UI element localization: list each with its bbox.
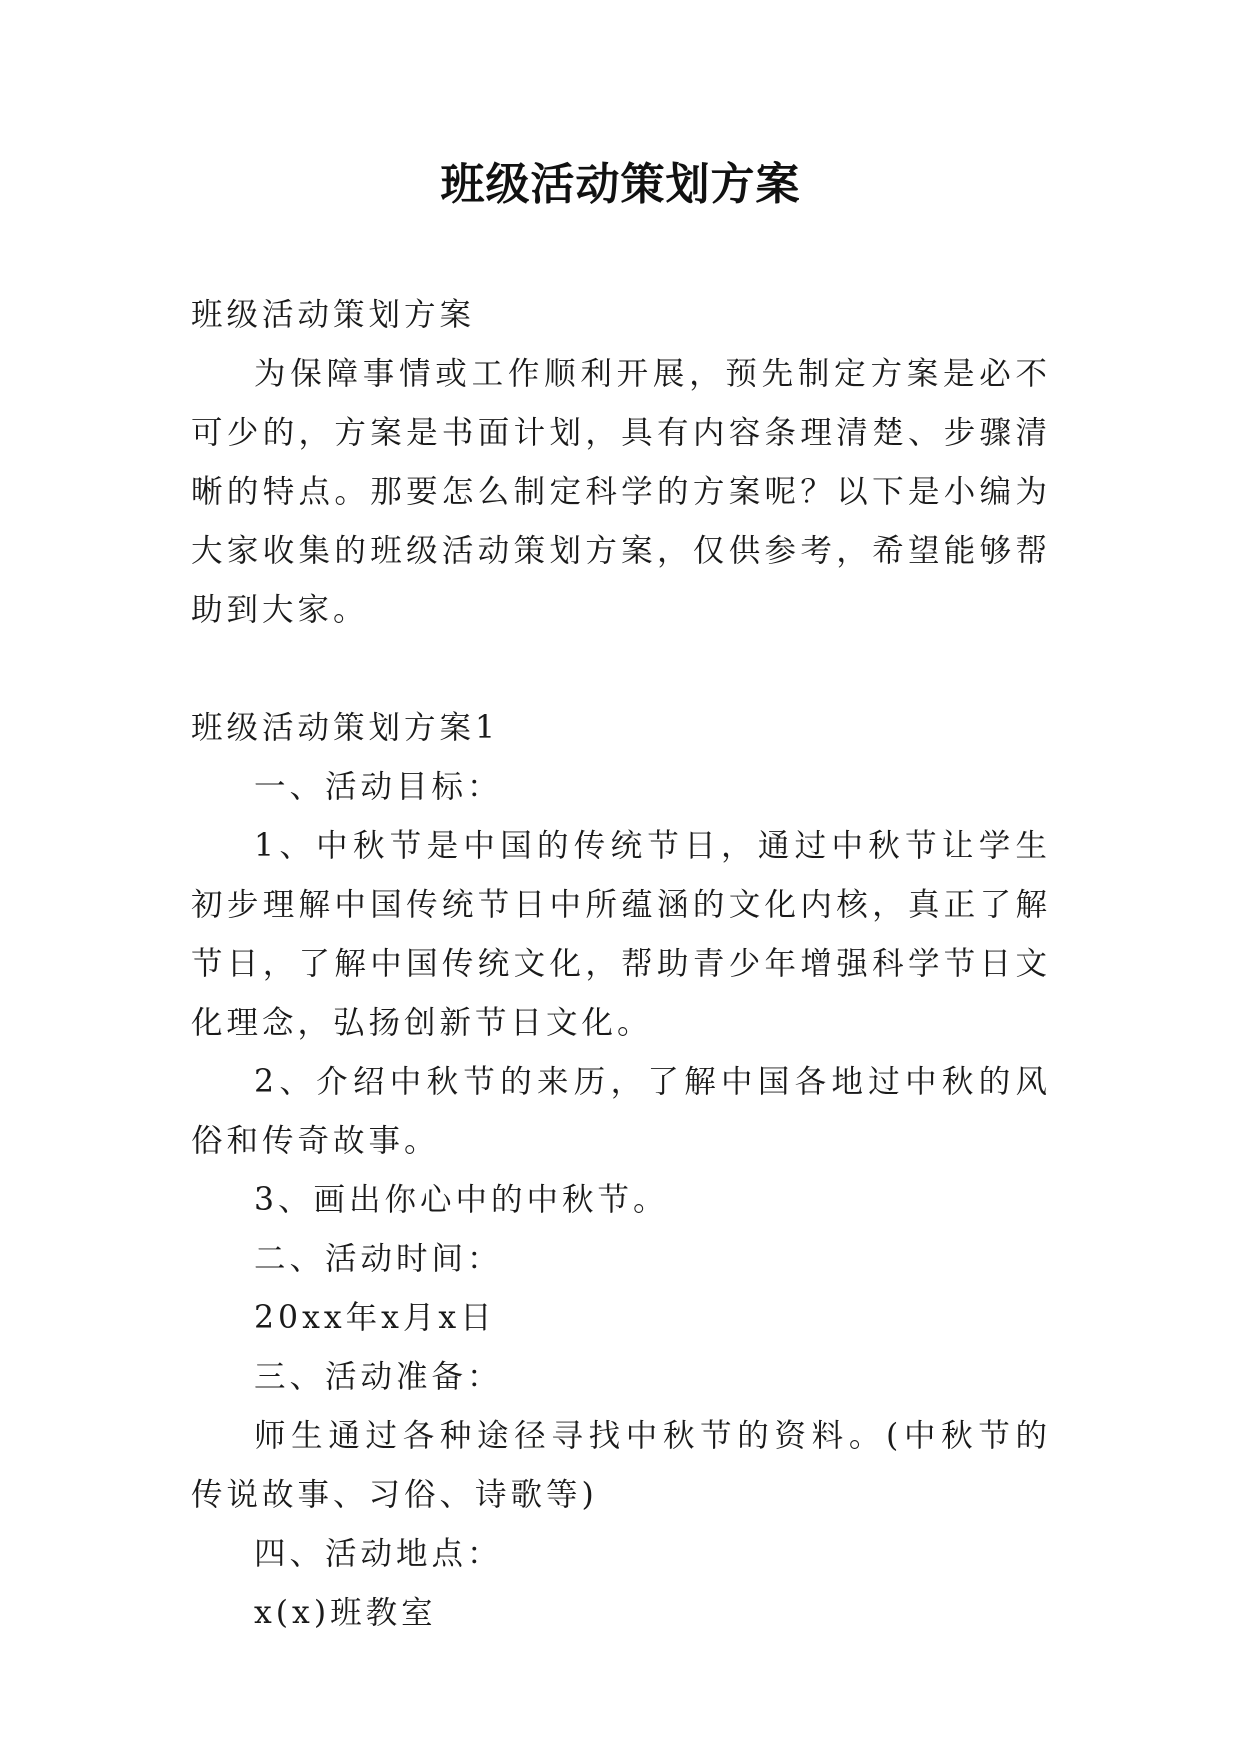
section-title: 班级活动策划方案1 — [191, 710, 500, 746]
prep-heading: 三、活动准备： — [254, 1359, 503, 1395]
intro-paragraph: 为保障事情或工作顺利开展，预先制定方案是必不可少的，方案是书面计划，具有内容条理清楚、步骤清晰的特点。那要怎么制定科学的方案呢？以下是小编为大家收集的班级活动策划方案，仅供参考，希望能够帮助到大家。 — [191, 356, 1051, 628]
goal-item-3: 3、画出你心中的中秋节。 — [254, 1182, 669, 1218]
goal-heading: 一、活动目标： — [254, 769, 503, 805]
prep-value: 师生通过各种途径寻找中秋节的资料。(中秋节的传说故事、习俗、诗歌等) — [191, 1418, 1051, 1513]
paragraph-gap — [191, 640, 1051, 699]
goal-item-1: 1、中秋节是中国的传统节日，通过中秋节让学生初步理解中国传统节日中所蕴涵的文化内核，真正了解节日，了解中国传统文化，帮助青少年增强科学节日文化理念，弘扬创新节日文化。 — [191, 828, 1051, 1041]
time-value: 20xx年x月x日 — [254, 1300, 496, 1336]
time-heading: 二、活动时间： — [254, 1241, 503, 1277]
subtitle: 班级活动策划方案 — [191, 297, 476, 333]
document-title: 班级活动策划方案 — [440, 159, 801, 210]
goal-item-2: 2、介绍中秋节的来历，了解中国各地过中秋的风俗和传奇故事。 — [191, 1064, 1051, 1159]
place-heading: 四、活动地点： — [254, 1536, 503, 1572]
place-value: x(x)班教室 — [254, 1595, 437, 1631]
document-body — [191, 286, 1051, 1643]
